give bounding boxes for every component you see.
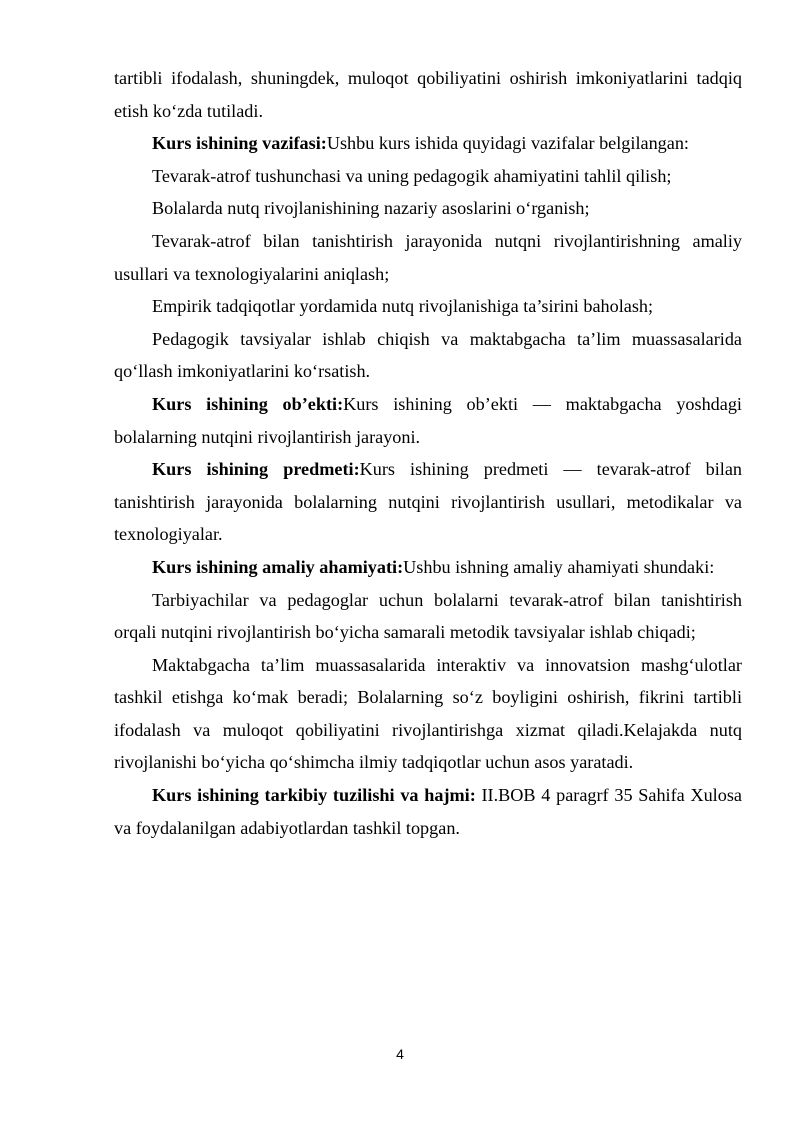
task-item xyxy=(114,323,742,388)
paragraph-text: Bolalarda nutq rivojlanishining nazariy asoslarini o‘rganish; xyxy=(152,198,590,219)
paragraph-text: Empirik tadqiqotlar yordamida nutq rivojlanishiga ta’sirini baholash; xyxy=(152,296,654,317)
paragraph-text: tartibli ifodalash, shuningdek, muloqot qobiliyatini oshirish imkoniyatlarini tadqiq etish ko‘zda tutiladi. xyxy=(114,68,742,121)
page-number: 4 xyxy=(396,1046,404,1062)
paragraph-tasks-heading xyxy=(114,127,742,160)
paragraph-text: Kurs ishining ob’ekti — maktabgacha yoshdagi bolalarning nutqini rivojlantirish jarayoni. xyxy=(114,393,742,447)
task-item xyxy=(114,160,742,193)
task-item xyxy=(114,192,742,225)
section-heading-structure: Kurs ishining tarkibiy tuzilishi va hajmi: xyxy=(152,785,476,806)
task-item xyxy=(114,225,742,290)
paragraph-text: II.BOB 4 paragrf 35 Sahifa Xulosa va foydalanilgan adabiyotlardan tashkil topgan. xyxy=(114,785,742,838)
significance-item xyxy=(114,584,742,649)
paragraph-object xyxy=(114,388,742,453)
task-item xyxy=(114,290,742,323)
paragraph-intro-continuation xyxy=(114,62,742,127)
paragraph-text: Ushbu kurs ishida quyidagi vazifalar belgilangan: xyxy=(326,133,689,154)
section-heading-tasks: Kurs ishining vazifasi: xyxy=(152,133,327,154)
paragraph-practical-significance xyxy=(114,551,742,584)
paragraph-text: Maktabgacha ta’lim muassasalarida interaktiv va innovatsion mashg‘ulotlar tashkil etishga ko‘mak beradi; Bolalarning so‘z boyligini oshirish, fikrini tartibli ifodalash va muloqot qobiliyatini rivojlantirishga xizmat qiladi.Kelajakda nutq rivojlanishi bo‘yicha qo‘shimcha ilmiy tadqiqotlar uchun asos yaratadi. xyxy=(114,654,742,773)
paragraph-subject xyxy=(114,453,742,551)
paragraph-text: Pedagogik tavsiyalar ishlab chiqish va maktabgacha ta’lim muassasalarida qo‘llash imkoniyatlarini ko‘rsatish. xyxy=(114,328,742,382)
paragraph-text: Ushbu ishning amaliy ahamiyati shundaki: xyxy=(403,556,715,577)
paragraph-text: Tarbiyachilar va pedagoglar uchun bolalarni tevarak-atrof bilan tanishtirish orqali nutqini rivojlantirish bo‘yicha samarali metodik tavsiyalar ishlab chiqadi; xyxy=(114,589,742,643)
paragraph-text: Tevarak-atrof bilan tanishtirish jarayonida nutqni rivojlantirishning amaliy usullari va texnologiyalarini aniqlash; xyxy=(114,230,742,284)
significance-item xyxy=(114,649,742,779)
paragraph-structure xyxy=(114,779,742,844)
section-heading-object: Kurs ishining ob’ekti: xyxy=(152,393,344,414)
page-body xyxy=(114,62,742,844)
paragraph-text: Kurs ishining predmeti — tevarak-atrof bilan tanishtirish jarayonida bolalarning nutqini rivojlantirish usullari, metodikalar va texnologiyalar. xyxy=(114,459,742,545)
section-heading-subject: Kurs ishining predmeti: xyxy=(152,459,360,480)
paragraph-text: Tevarak-atrof tushunchasi va uning pedagogik ahamiyatini tahlil qilish; xyxy=(152,165,672,186)
section-heading-practical-significance: Kurs ishining amaliy ahamiyati: xyxy=(152,556,404,577)
